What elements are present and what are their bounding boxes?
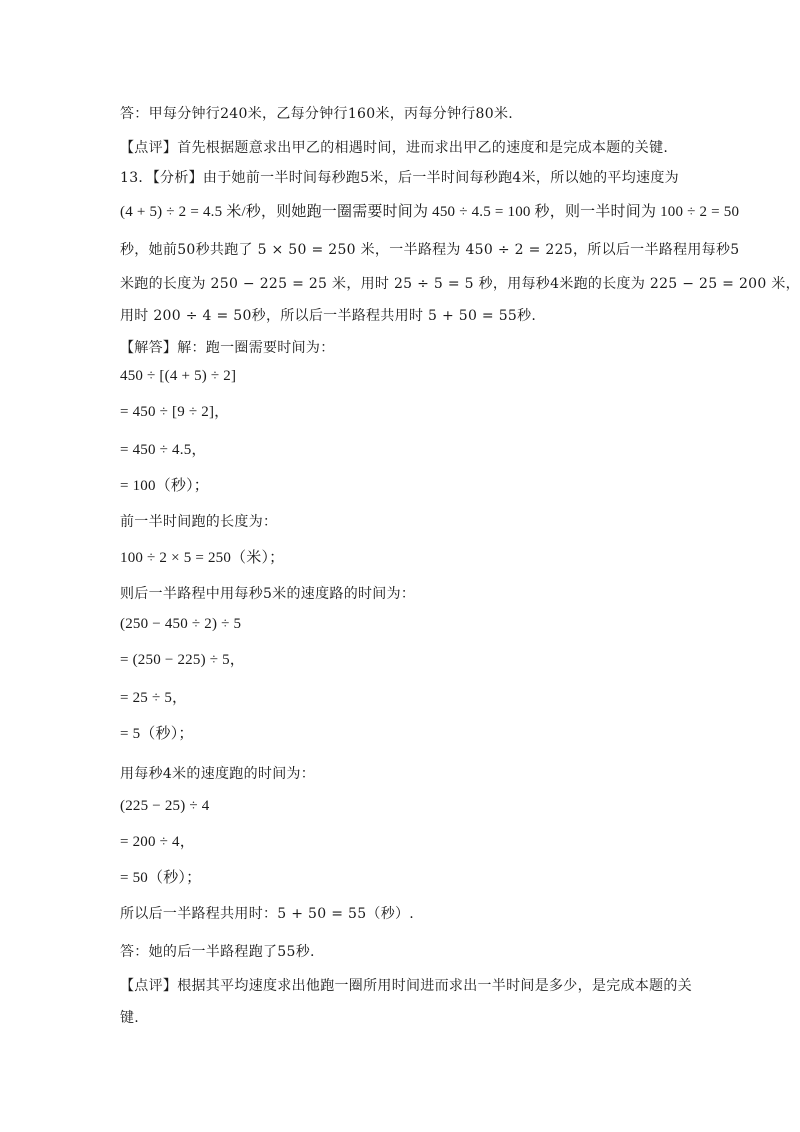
analysis-line-4: 米跑的长度为 250 − 225 = 25 米，用时 25 ÷ 5 = 5 秒，用每秒4米跑的长度为 225 − 25 = 200 米，: [120, 276, 800, 292]
analysis-line-2: (4 + 5) ÷ 2 = 4.5 米/秒，则她跑一圈需要时间为 450 ÷ 4.5 = 100 秒，则一半时间为 100 ÷ 2 = 50: [120, 204, 740, 220]
analysis-line-3: 秒，她前50秒共跑了 5 × 50 = 250 米，一半路程为 450 ÷ 2 = 225，所以后一半路程用每秒5: [120, 242, 740, 258]
comment-line-1: 【点评】根据其平均速度求出他跑一圈所用时间进而求出一半时间是多少，是完成本题的关: [120, 978, 692, 994]
answer-line-previous: 答：甲每分钟行240米，乙每分钟行160米，丙每分钟行80米.: [120, 106, 514, 122]
equation-line: = 100（秒）；: [120, 478, 210, 494]
equation-line: = 450 ÷ 4.5，: [120, 442, 207, 458]
comment-line-previous: 【点评】首先根据题意求出甲乙的相遇时间，进而求出甲乙的速度和是完成本题的关键.: [120, 140, 669, 156]
solution-heading: 【解答】解：跑一圈需要时间为：: [120, 340, 335, 356]
equation-line: 100 ÷ 2 × 5 = 250（米）；: [120, 550, 285, 566]
equation-line: = (250 − 225) ÷ 5，: [120, 652, 245, 668]
equation-line: = 450 ÷ [9 ÷ 2]，: [120, 404, 230, 420]
answer-line: 答：她的后一半路程跑了55秒.: [120, 944, 315, 960]
text-line: 前一半时间跑的长度为：: [120, 514, 278, 530]
equation-line: 450 ÷ [(4 + 5) ÷ 2]: [120, 368, 237, 384]
equation-line: = 5（秒）；: [120, 726, 194, 742]
text-line: 所以后一半路程共用时：5 + 50 = 55（秒）.: [120, 906, 415, 922]
equation-line: = 50（秒）；: [120, 870, 202, 886]
equation-line: (225 − 25) ÷ 4: [120, 798, 210, 814]
equation-line: (250 − 450 ÷ 2) ÷ 5: [120, 616, 242, 632]
analysis-line-1: 13．【分析】由于她前一半时间每秒跑5米，后一半时间每秒跑4米，所以她的平均速度为: [120, 170, 679, 186]
equation-line: = 25 ÷ 5，: [120, 690, 188, 706]
text-line: 用每秒4米的速度跑的时间为：: [120, 766, 316, 782]
analysis-line-5: 用时 200 ÷ 4 = 50秒，所以后一半路程共用时 5 + 50 = 55秒.: [120, 308, 537, 324]
text-line: 则后一半路程中用每秒5米的速度路的时间为：: [120, 586, 416, 602]
equation-line: = 200 ÷ 4，: [120, 834, 195, 850]
comment-line-2: 键.: [120, 1010, 140, 1026]
